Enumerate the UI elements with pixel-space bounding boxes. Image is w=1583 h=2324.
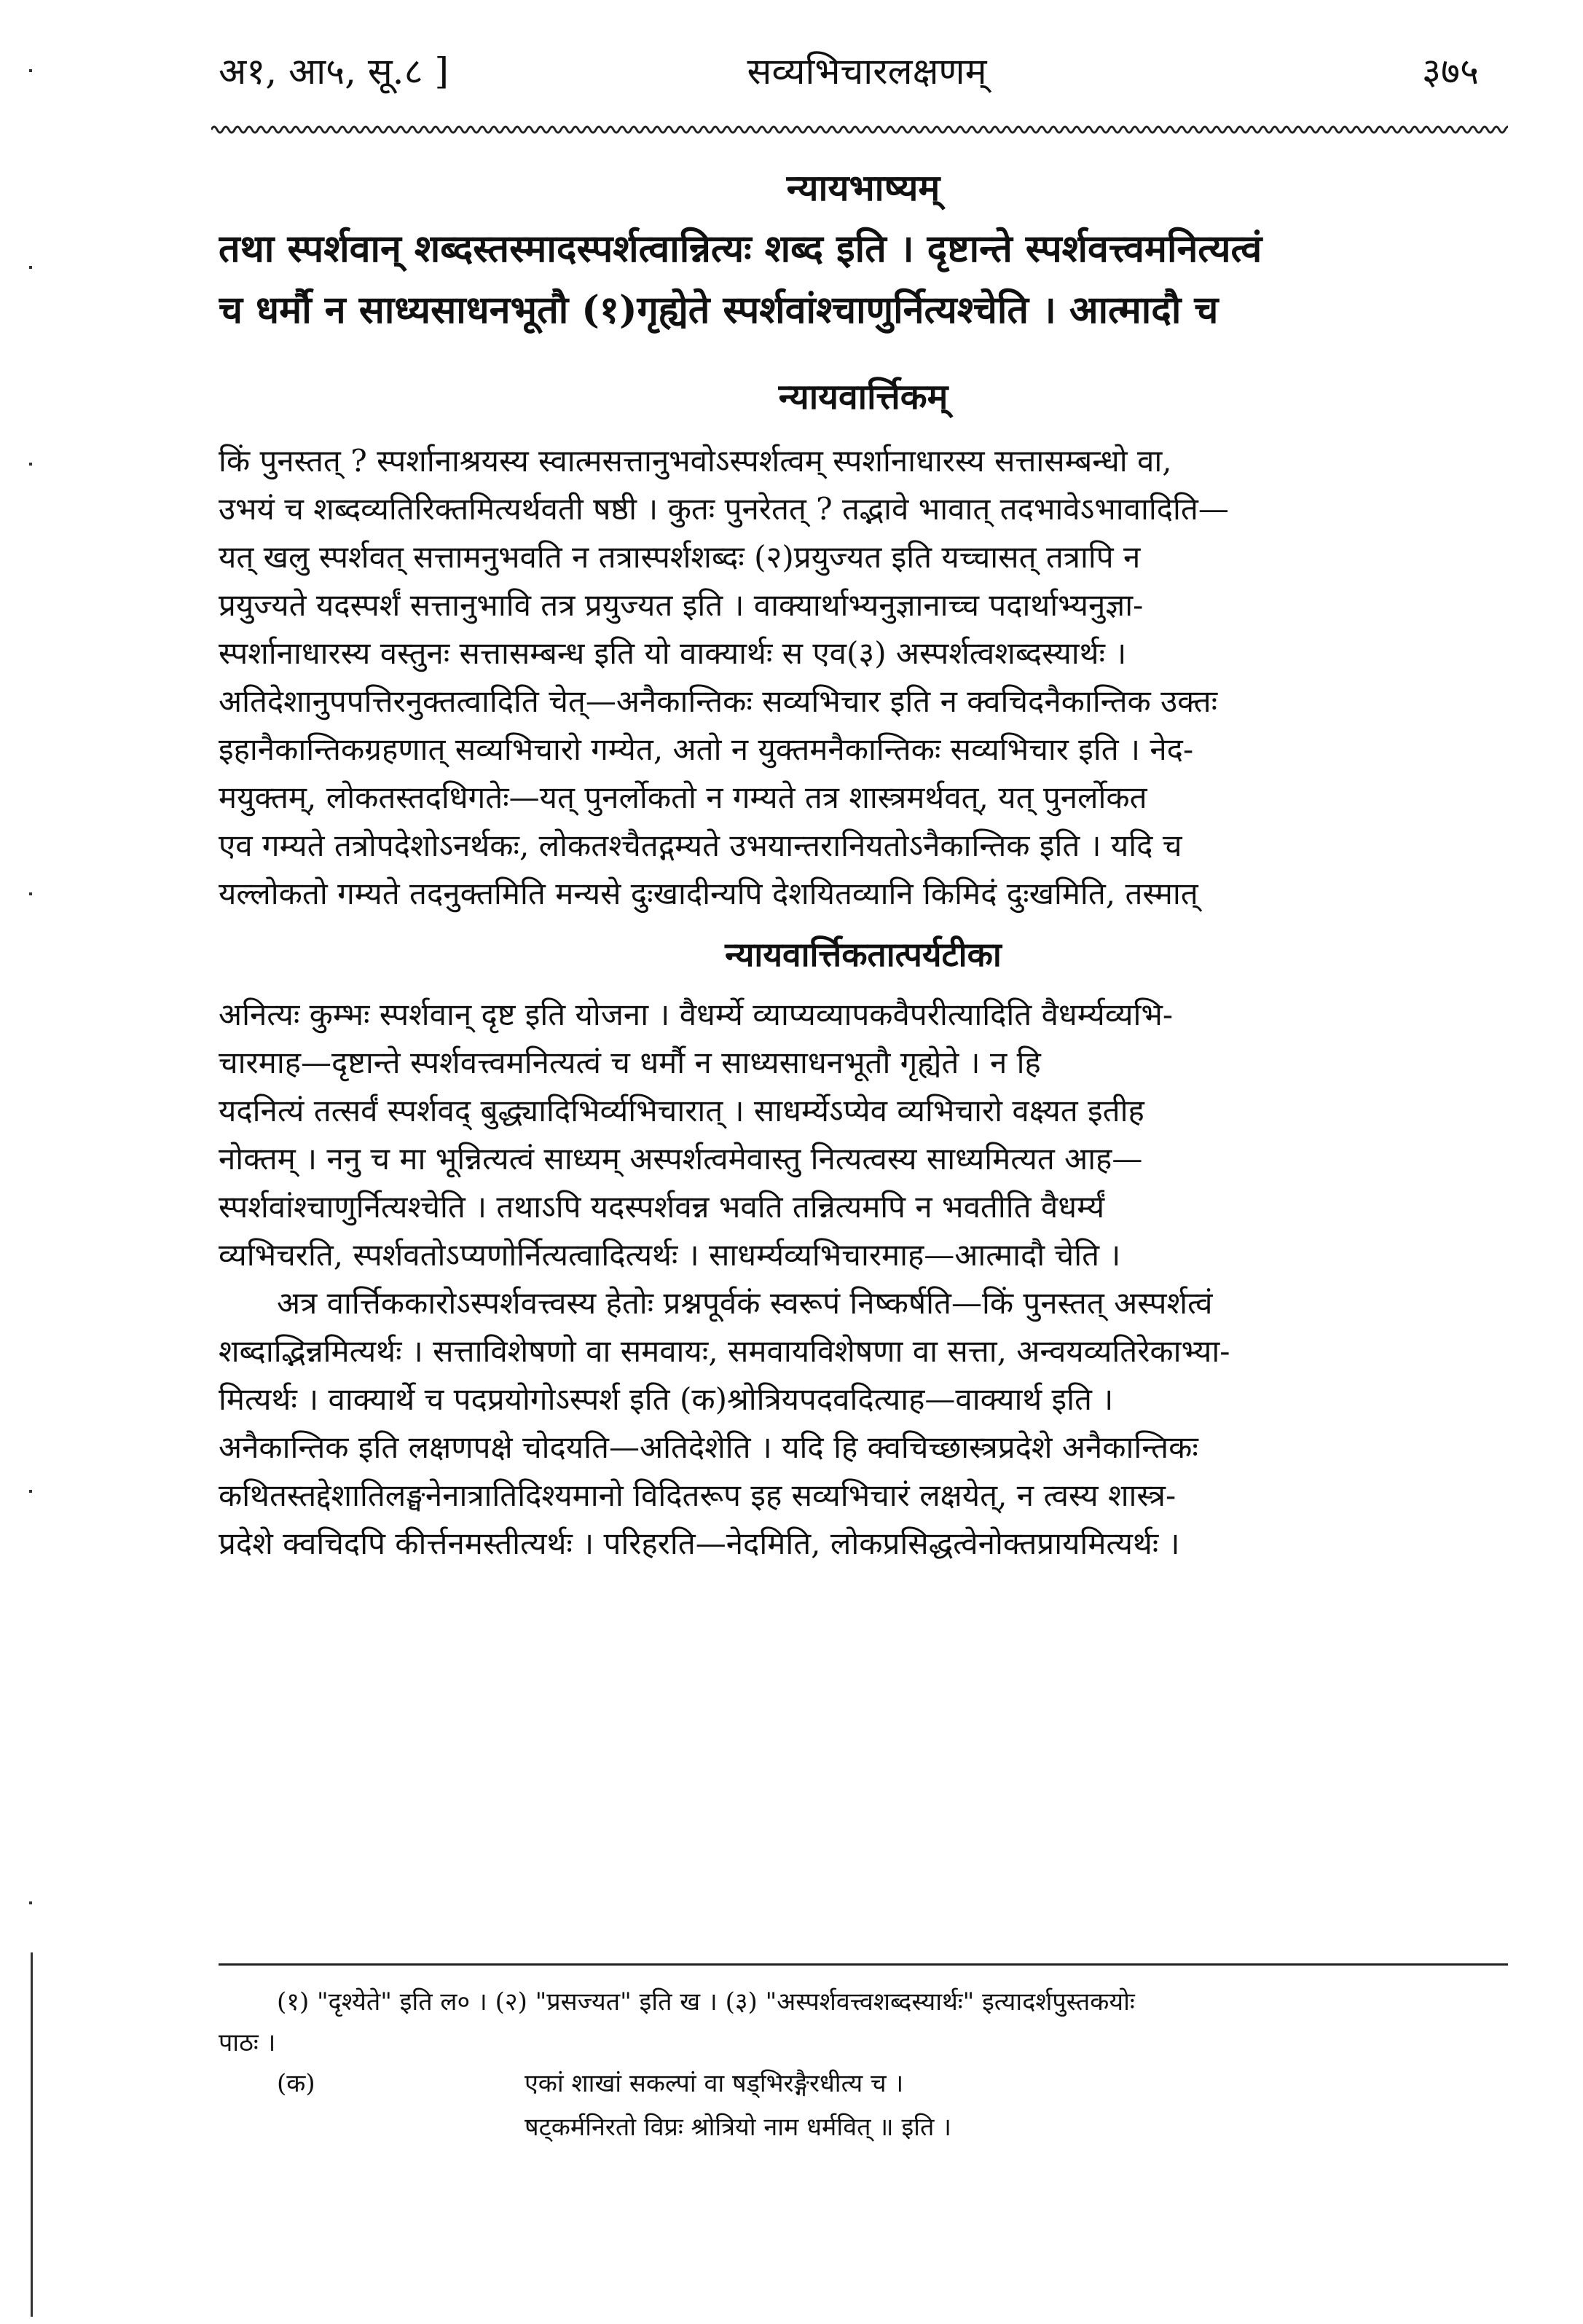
section-title-tika: न्यायवार्त्तिकतात्पर्यटीका <box>725 935 1002 974</box>
text-line: इहानैकान्तिकग्रहणात् सव्यभिचारो गम्येत, अतो न युक्तमनैकान्तिकः सव्यभिचार इति । नेद- <box>219 731 1194 767</box>
running-header-title: सव्यभिचारलक्षणम् <box>747 50 987 93</box>
text-line: स्पर्शानाधारस्य वस्तुनः सत्तासम्बन्ध इति यो वाक्यार्थः स एव(३) अस्पर्शत्वशब्दस्यार्थः । <box>219 635 1127 671</box>
text-line: प्रदेशे क्वचिदपि कीर्त्तनमस्तीत्यर्थः । परिहरति—नेदमिति, लोकप्रसिद्धत्वेनोक्तप्रायमित्यर्थः । <box>219 1526 1180 1561</box>
text-line: यत् खलु स्पर्शवत् सत्तामनुभवति न तत्रास्पर्शशब्दः (२)प्रयुज्यत इति यच्चासत् तत्रापि न <box>219 539 1141 575</box>
scan-speck <box>29 463 32 466</box>
text-line: नोक्तम् । ननु च मा भून्नित्यत्वं साध्यम् अस्पर्शत्वमेवास्तु नित्यत्वस्य साध्यमित्यत आह— <box>219 1141 1143 1177</box>
text-line: अतिदेशानुपपत्तिरनुक्तत्वादिति चेत्—अनैकान्तिकः सव्यभिचार इति न क्वचिदनैकान्तिक उक्तः <box>219 683 1218 719</box>
text-line: अनित्यः कुम्भः स्पर्शवान् दृष्ट इति योजना । वैधर्म्ये व्याप्यव्यापकवैपरीत्यादिति वैधर्म्यव्यभि- <box>219 997 1174 1032</box>
text-line: किं पुनस्तत् ? स्पर्शानाश्रयस्य स्वात्मसत्तानुभवोऽस्पर्शत्वम् स्पर्शानाधारस्य सत्तासम्बन्धो वा, <box>219 443 1172 479</box>
page-number: ३७५ <box>1422 50 1479 93</box>
text-line: च धर्मौ न साध्यसाधनभूतौ (१)गृह्येते स्पर्शवांश्चाणुर्नित्यश्चेति । आत्मादौ च <box>219 288 1219 332</box>
verse-line: एकां शाखां सकल्पां वा षड्भिरङ्गैरधीत्य च । <box>525 2069 904 2098</box>
text-line: तथा स्पर्शवान् शब्दस्तस्मादस्पर्शत्वान्नित्यः शब्द इति । दृष्टान्ते स्पर्शवत्त्वमनित्यत्वं <box>219 227 1262 271</box>
text-line: यदनित्यं तत्सर्वं स्पर्शवद् बुद्ध्यादिभिर्व्यभिचारात् । साधर्म्येऽप्येव व्यभिचारो वक्ष्यत इतीह <box>219 1093 1144 1128</box>
tika-text <box>219 991 1508 1568</box>
text-line: चारमाह—दृष्टान्ते स्पर्शवत्त्वमनित्यत्वं च धर्मौ न साध्यसाधनभूतौ गृह्येते । न हि <box>219 1045 1041 1080</box>
section-title-vartika: न्यायवार्त्तिकम् <box>778 377 948 417</box>
text-line: स्पर्शवांश्चाणुर्नित्यश्चेति । तथाऽपि यदस्पर्शवन्न भवति तन्नित्यमपि न भवतीति वैधर्म्यं <box>219 1189 1105 1225</box>
text-line: उभयं च शब्दव्यतिरिक्तमित्यर्थवती षष्ठी । कुतः पुनरेतत् ? तद्भावे भावात् तदभावेऽभावादिति— <box>219 491 1229 527</box>
text-line: शब्दाद्भिन्नमित्यर्थः । सत्ताविशेषणो वा समवायः, समवायविशेषणा वा सत्ता, अन्वयव्यतिरेकाभ्या- <box>219 1333 1230 1369</box>
scan-edge-line <box>31 1952 33 2317</box>
footnote-line: पाठः । <box>219 2028 276 2057</box>
scan-speck <box>29 892 32 895</box>
scan-speck <box>29 266 32 269</box>
scan-speck <box>29 69 32 72</box>
text-line: कथितस्तद्देशातिलङ्घनेनात्रातिदिश्यमानो विदितरूप इह सव्यभिचारं लक्षयेत्, न त्वस्य शास्त्र- <box>219 1477 1177 1513</box>
text-line: मयुक्तम्, लोकतस्तदधिगतेः—यत् पुनर्लोकतो न गम्यते तत्र शास्त्रमर्थवत्, यत् पुनर्लोकत <box>219 780 1147 815</box>
wavy-rule <box>211 122 1508 137</box>
footnotes <box>219 1982 1508 2063</box>
running-header-reference: अ१, आ५, सू.८ ] <box>219 50 449 93</box>
text-line: अत्र वार्त्तिककारोऽस्पर्शवत्त्वस्य हेतोः प्रश्नपूर्वकं स्वरूपं निष्कर्षति—किं पुनस्तत् अस्पर्शत्वं <box>277 1285 1213 1321</box>
footnote-line: (१) "दृश्येते" इति ल० । (२) "प्रसज्यत" इति ख । (३) "अस्पर्शवत्त्वशब्दस्यार्थः" इत्यादर्शपुस्तकयोः <box>277 1987 1135 2017</box>
verse-line: षट्कर्मनिरतो विप्रः श्रोत्रियो नाम धर्मवित् ॥ इति । <box>525 2113 952 2142</box>
vartika-text <box>219 437 1508 918</box>
text-line: व्यभिचरति, स्पर्शवतोऽप्यणोर्नित्यत्वादित्यर्थः । साधर्म्यव्यभिचारमाह—आत्मादौ चेति । <box>219 1237 1121 1273</box>
footnote-separator <box>219 1963 1508 1966</box>
text-line: मित्यर्थः । वाक्यार्थे च पदप्रयोगोऽस्पर्श इति (क)श्रोत्रियपदवदित्याह—वाक्यार्थ इति । <box>219 1381 1114 1417</box>
footnote-verse <box>219 2062 1508 2149</box>
scan-speck <box>29 1490 32 1493</box>
text-line: यल्लोकतो गम्यते तदनुक्तमिति मन्यसे दुःखादीन्यपि देशयितव्यानि किमिदं दुःखमिति, तस्मात् <box>219 876 1198 911</box>
text-line: एव गम्यते तत्रोपदेशोऽनर्थकः, लोकतश्चैतद्गम्यते उभयान्तरानियतोऽनैकान्तिक इति । यदि च <box>219 828 1182 863</box>
verse-marker: (क) <box>277 2069 315 2098</box>
section-title-bhashya: न्यायभाष्यम् <box>786 166 940 209</box>
text-line: अनैकान्तिक इति लक्षणपक्षे चोदयति—अतिदेशेति । यदि हि क्वचिच्छास्त्रप्रदेशे अनैकान्तिकः <box>219 1429 1198 1465</box>
bhashya-text <box>219 219 1508 341</box>
scan-speck <box>29 1901 32 1904</box>
text-line: प्रयुज्यते यदस्पर्शं सत्तानुभावि तत्र प्रयुज्यत इति । वाक्यार्थाभ्यनुज्ञानाच्च पदार्थाभ्यनुज्ञा- <box>219 587 1144 623</box>
